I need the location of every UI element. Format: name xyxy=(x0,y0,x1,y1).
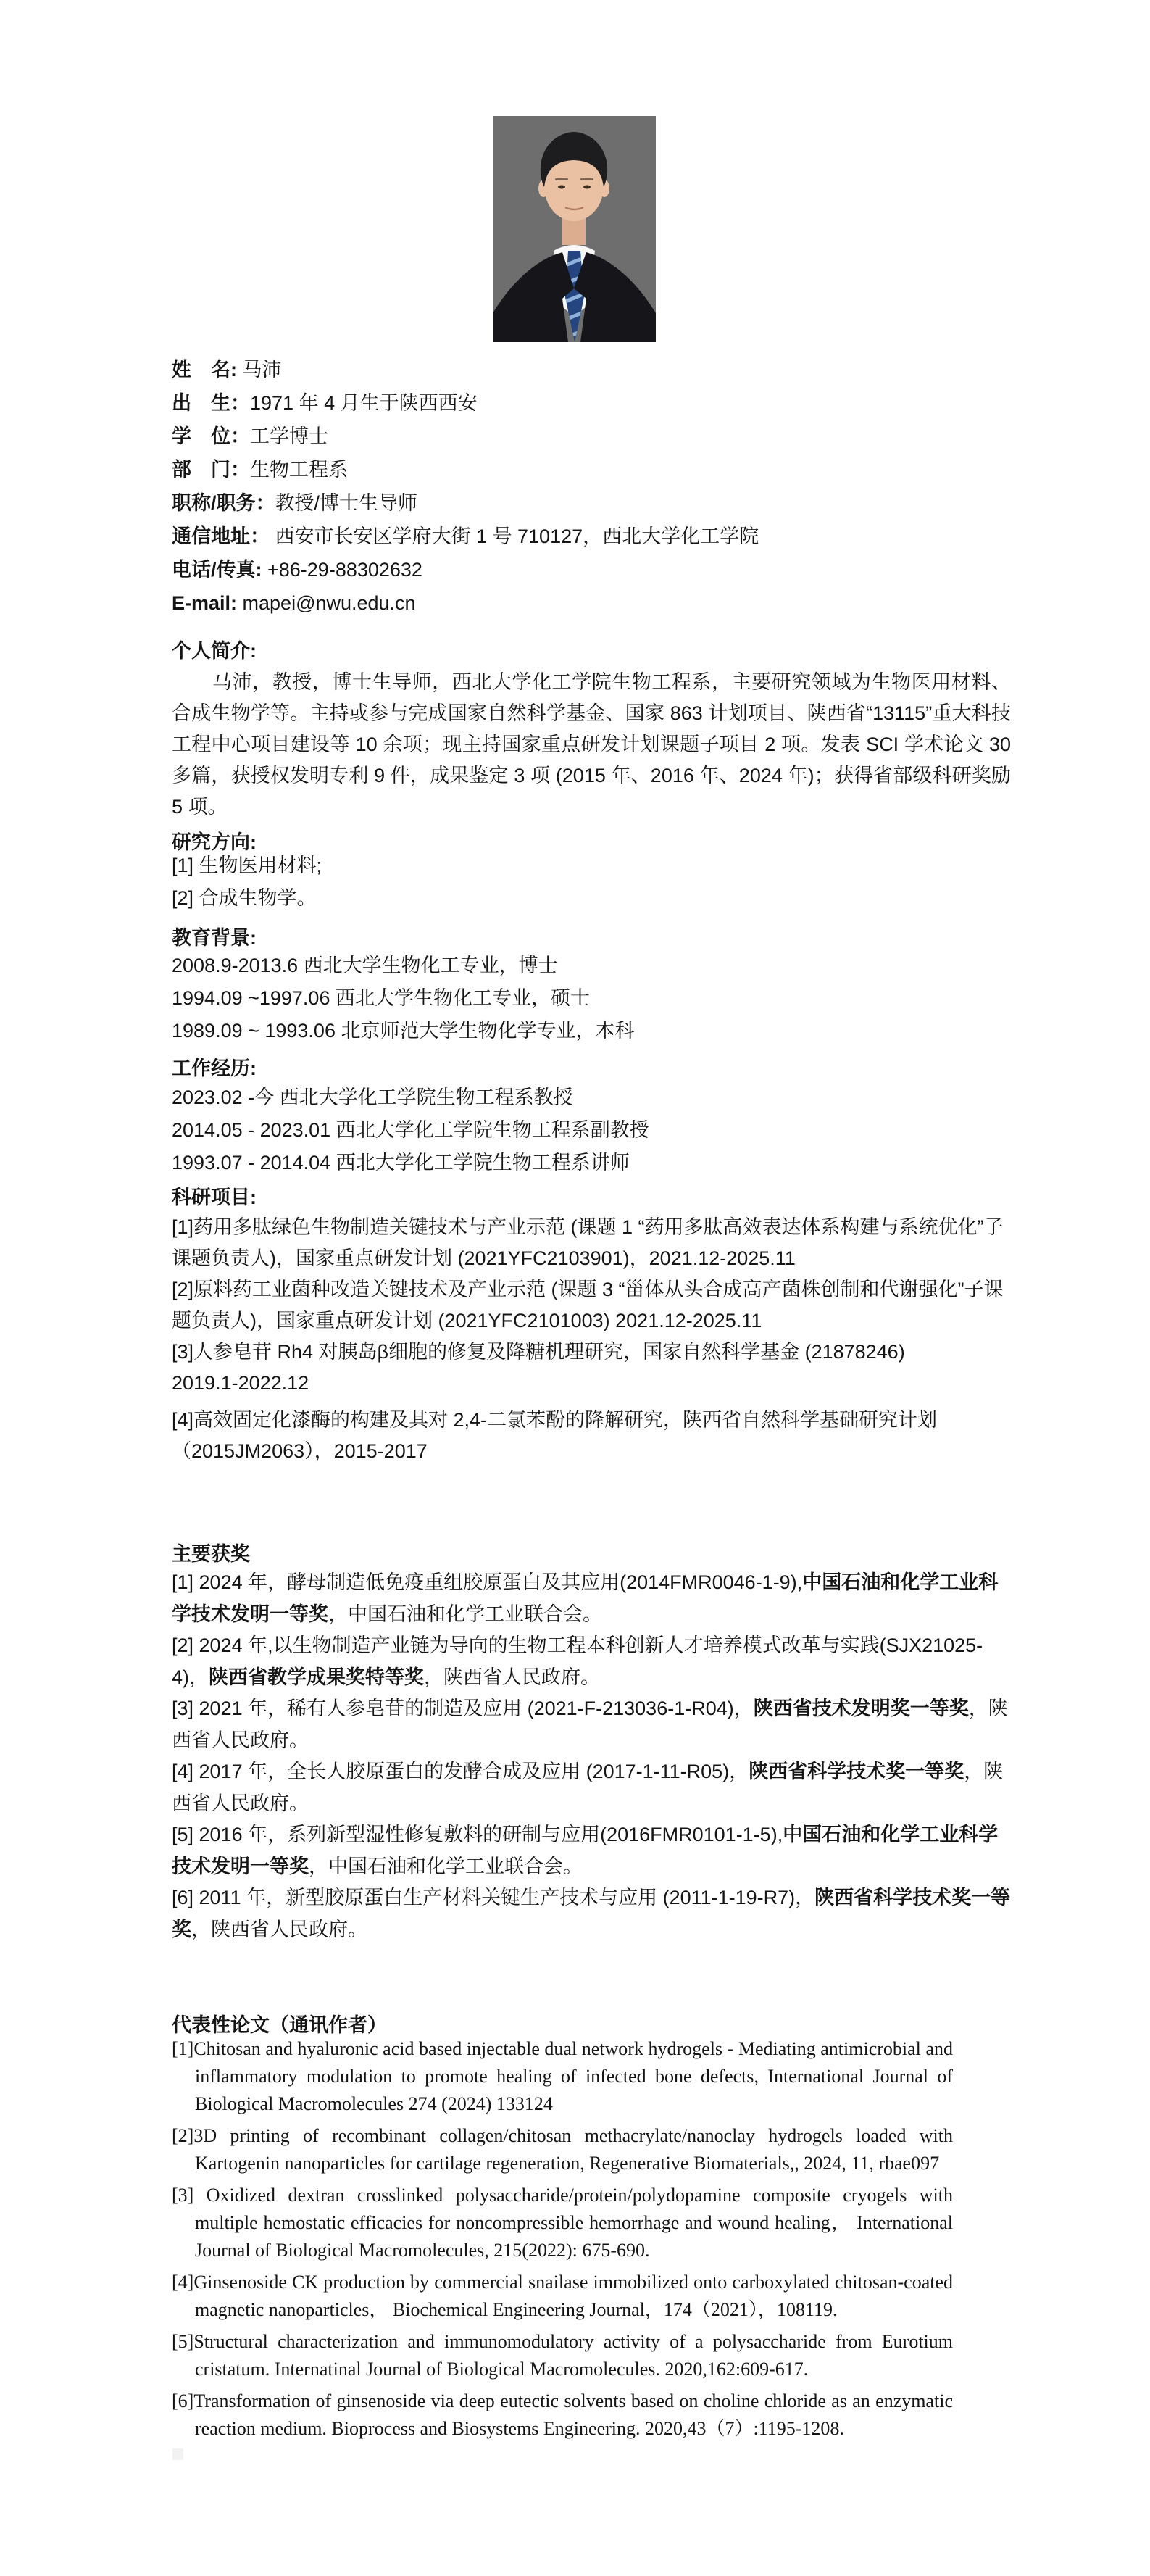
paper-item: [1]Chitosan and hyaluronic acid based injectable dual network hydrogels - Mediating antimicrobial and inflammatory modulation to promote healing of infected bone defects, International Journal of Biological Macromolecules 274 (2024) 133124 xyxy=(172,2038,953,2114)
info-row-degree xyxy=(172,420,1041,453)
info-value: 马沛 xyxy=(242,359,282,381)
award-grantor: ，陕西省人民政府。 xyxy=(172,1698,1008,1751)
intro-paragraph: 马沛，教授，博士生导师，西北大学化工学院生物工程系，主要研究领域为生物医用材料、合成生物学等。主持或参与完成国家自然科学基金、国家 863 计划项目、陕西省“13115”重大科技工程中心项目建设等 10 余项；现主持国家重点研发计划课题子项目 2 项。发表 SCI 学术论文 30 多篇，获授权发明专利 9 件，成果鉴定 3 项 (2015 年、2016 年、2024 年)；获得省部级科研奖励 5 项。 xyxy=(172,671,1011,818)
paper-item: [2]3D printing of recombinant collagen/chitosan methacrylate/nanoclay hydrogels loaded with Kartogenin nanoparticles for cartilage regeneration, Regenerative Biomaterials,, 2024, 11, rbae097 xyxy=(172,2125,953,2174)
photo-eyebrow-right xyxy=(580,178,593,180)
award-text: [1] 2024 年，酵母制造低免疫重组胶原蛋白及其应用(2014FMR0046-1-9), xyxy=(172,1571,803,1593)
education-item: 1989.09 ~ 1993.06 北京师范大学生物化学专业，本科 xyxy=(172,1020,635,1042)
project-item: [4]高效固定化漆酶的构建及其对 2,4-二氯苯酚的降解研究，陕西省自然科学基础研究计划（2015JM2063），2015-2017 xyxy=(172,1409,938,1462)
projects-list xyxy=(172,1212,1011,1467)
section-title-work: 工作经历: xyxy=(172,1058,257,1079)
paper-item: [3] Oxidized dextran crosslinked polysaccharide/protein/polydopamine composite cryogels with multiple hemostatic efficacies for noncompressible hemorrhage and wound healing， International Journal of Biological Macromolecules, 215(2022): 675-690. xyxy=(172,2185,953,2261)
paper-item: [5]Structural characterization and immunomodulatory activity of a polysaccharide from Eurotium cristatum. Internatinal Journal of Biological Macromolecules. 2020,162:609-617. xyxy=(172,2331,953,2380)
award-name: 陕西省教学成果奖特等奖 xyxy=(209,1666,425,1688)
info-label: E-mail: xyxy=(172,592,238,614)
award-text: [4] 2017 年，全长人胶原蛋白的发酵合成及应用 (2017-1-11-R05)， xyxy=(172,1761,749,1782)
papers-list xyxy=(172,2035,953,2447)
photo-eye-left xyxy=(558,186,565,189)
info-label: 学 位： xyxy=(172,425,250,447)
info-label: 出 生： xyxy=(172,392,250,414)
award-grantor: ，陕西省人民政府。 xyxy=(424,1666,601,1688)
info-value: +86-29-88302632 xyxy=(262,559,422,581)
project-item: [2]原料药工业菌种改造关键技术及产业示范 (课题 3 “甾体从头合成高产菌株创制和代谢强化”子课题负责人)，国家重点研发计划 (2021YFC2101003) 2021.12-2025.11 xyxy=(172,1279,1004,1331)
project-item: [3]人参皂苷 Rh4 对胰岛β细胞的修复及降糖机理研究，国家自然科学基金 (21878246) xyxy=(172,1341,905,1363)
info-row-title xyxy=(172,486,1041,520)
info-label: 姓 名: xyxy=(172,359,237,381)
research-item: [1] 生物医用材料; xyxy=(172,855,322,876)
award-item xyxy=(172,1882,1011,1945)
info-row-birth xyxy=(172,386,1041,420)
paper-item: [4]Ginsenoside CK production by commercial snailase immobilized onto carboxylated chitosan-coated magnetic nanoparticles， Biochemical Engineering Journal，174（2021），108119. xyxy=(172,2272,953,2320)
photo-eyebrow-left xyxy=(555,178,568,180)
research-list xyxy=(172,849,1011,915)
section-title-awards: 主要获奖 xyxy=(172,1543,250,1565)
info-value: 西安市长安区学府大街 1 号 710127，西北大学化工学院 xyxy=(270,525,759,547)
award-grantor: ，中国石油和化学工业联合会。 xyxy=(309,1855,583,1877)
award-grantor: ，陕西省人民政府。 xyxy=(191,1918,367,1940)
info-row-email xyxy=(172,586,1041,620)
award-grantor: ，陕西省人民政府。 xyxy=(172,1761,1004,1814)
award-text: [6] 2011 年，新型胶原蛋白生产材料关键生产技术与应用 (2011-1-19-R7)， xyxy=(172,1887,815,1908)
photo-eye-right xyxy=(583,186,591,189)
info-label: 部 门： xyxy=(172,459,250,481)
basic-info-list xyxy=(172,353,1041,620)
project-item-date: 2019.1-2022.12 xyxy=(172,1372,309,1394)
profile-photo xyxy=(493,116,656,342)
award-item xyxy=(172,1693,1011,1756)
award-item xyxy=(172,1630,1011,1693)
education-item: 2008.9-2013.6 西北大学生物化工专业，博士 xyxy=(172,955,558,976)
work-item: 2023.02 -今 西北大学化工学院生物工程系教授 xyxy=(172,1087,573,1108)
award-grantor: ，中国石油和化学工业联合会。 xyxy=(328,1603,602,1625)
work-list xyxy=(172,1081,1011,1179)
info-value: mapei@nwu.edu.cn xyxy=(237,592,416,614)
award-text: [2] 2024 年,以生物制造产业链为导向的生物工程本科创新人才培养模式改革与实践(SJX21025-4)， xyxy=(172,1634,983,1688)
info-row-address xyxy=(172,520,1041,553)
info-value: 生物工程系 xyxy=(250,459,348,481)
info-label: 通信地址： xyxy=(172,525,270,547)
award-name: 陕西省科学技术奖一等奖 xyxy=(172,1887,1011,1940)
award-text: [3] 2021 年，稀有人参皂苷的制造及应用 (2021-F-213036-1-R04)， xyxy=(172,1698,754,1719)
section-title-projects: 科研项目: xyxy=(172,1187,257,1208)
portrait-photo-image xyxy=(493,116,656,342)
page-artifact xyxy=(172,2448,183,2460)
paper-item: [6]Transformation of ginsenoside via deep eutectic solvents based on choline chloride as an enzymatic reaction medium. Bioprocess and Biosystems Engineering. 2020,43（7）:1195-1208. xyxy=(172,2390,953,2439)
section-title-research: 研究方向: xyxy=(172,831,257,853)
info-value: 工学博士 xyxy=(250,425,328,447)
awards-list xyxy=(172,1567,1011,1945)
award-name: 中国石油和化学工业科学技术发明一等奖 xyxy=(172,1571,999,1625)
info-value: 教授/博士生导师 xyxy=(275,492,418,514)
research-item: [2] 合成生物学。 xyxy=(172,887,317,909)
award-name: 陕西省科学技术奖一等奖 xyxy=(749,1761,964,1782)
award-text: [5] 2016 年，系列新型湿性修复敷料的研制与应用(2016FMR0101-1-5), xyxy=(172,1824,783,1845)
section-title-papers: 代表性论文（通讯作者） xyxy=(172,2014,387,2036)
info-label: 职称/职务： xyxy=(172,492,275,514)
info-row-phone xyxy=(172,553,1041,586)
section-title-education: 教育背景: xyxy=(172,927,257,949)
section-title-intro: 个人简介: xyxy=(172,640,257,662)
work-item: 1993.07 - 2014.04 西北大学化工学院生物工程系讲师 xyxy=(172,1152,630,1173)
education-list xyxy=(172,950,1011,1047)
award-name: 中国石油和化学工业科学技术发明一等奖 xyxy=(172,1824,999,1877)
project-item: [1]药用多肽绿色生物制造关键技术与产业示范 (课题 1 “药用多肽高效表达体系构建与系统优化”子课题负责人)，国家重点研发计划 (2021YFC2103901)，2021.12-2025.11 xyxy=(172,1216,1004,1269)
award-item xyxy=(172,1819,1011,1882)
info-label: 电话/传真: xyxy=(172,559,262,581)
info-row-department xyxy=(172,453,1041,486)
education-item: 1994.09 ~1997.06 西北大学生物化工专业，硕士 xyxy=(172,987,590,1009)
award-item xyxy=(172,1567,1011,1630)
award-item xyxy=(172,1756,1011,1819)
award-name: 陕西省技术发明奖一等奖 xyxy=(753,1698,969,1719)
work-item: 2014.05 - 2023.01 西北大学化工学院生物工程系副教授 xyxy=(172,1119,649,1141)
info-row-name xyxy=(172,353,1041,386)
info-value: 1971 年 4 月生于陕西西安 xyxy=(250,392,478,414)
